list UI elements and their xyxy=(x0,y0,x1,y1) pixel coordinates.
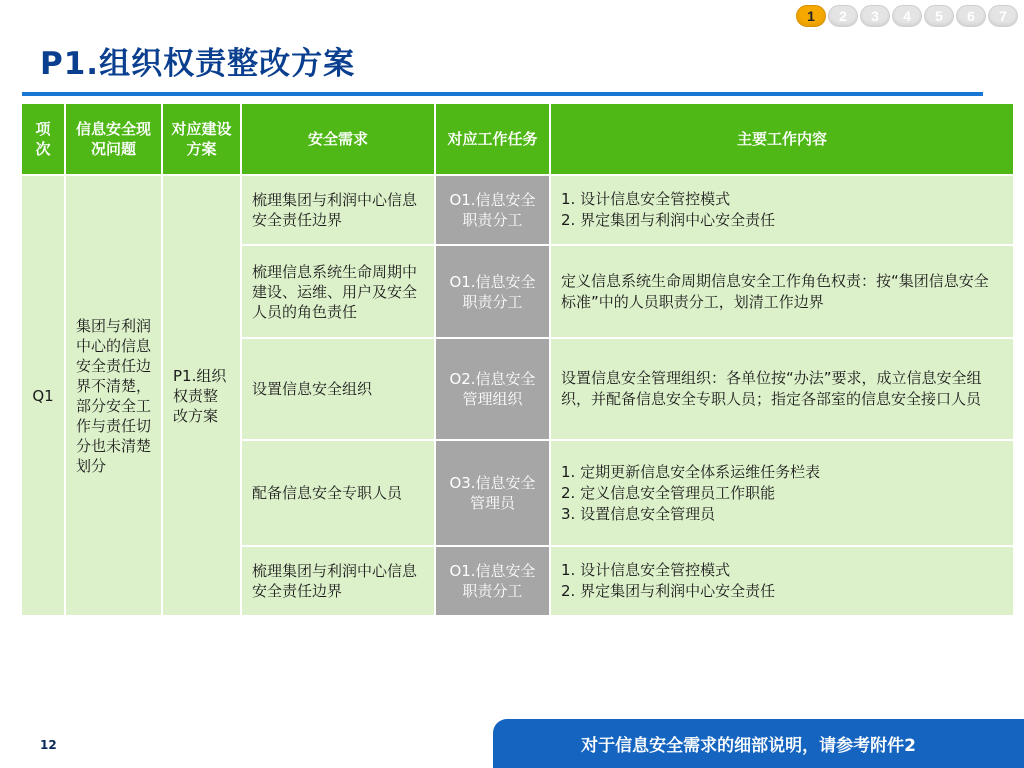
cell-content xyxy=(550,245,1014,338)
page-dot-1[interactable]: 1 xyxy=(796,5,826,27)
page-number: 12 xyxy=(40,738,57,752)
cell-requirement: 梳理集团与利润中心信息安全责任边界 xyxy=(241,546,435,616)
header-issue: 信息安全现况问题 xyxy=(65,103,162,175)
header-plan: 对应建设方案 xyxy=(162,103,241,175)
content-item: 定义信息系统生命周期信息安全工作角色权责：按“集团信息安全标准”中的人员职责分工，划清工作边界 xyxy=(561,271,989,311)
title-divider xyxy=(22,92,983,96)
cell-requirement: 配备信息安全专职人员 xyxy=(241,440,435,546)
cell-content xyxy=(550,546,1014,616)
page-dot-3[interactable]: 3 xyxy=(860,5,890,27)
cell-content xyxy=(550,175,1014,245)
table-header-row xyxy=(21,103,1014,175)
header-item: 项次 xyxy=(21,103,65,175)
content-item: 2. 界定集团与利润中心安全责任 xyxy=(561,582,776,600)
cell-content xyxy=(550,440,1014,546)
table-row xyxy=(21,175,1014,245)
cell-item: Q1 xyxy=(21,175,65,616)
cell-requirement: 设置信息安全组织 xyxy=(241,338,435,440)
cell-plan: P1.组织权责整改方案 xyxy=(162,175,241,616)
footnote-banner: 对于信息安全需求的细部说明，请参考附件2 xyxy=(493,719,1024,768)
cell-task: O3.信息安全管理员 xyxy=(435,440,550,546)
header-task: 对应工作任务 xyxy=(435,103,550,175)
content-item: 1. 定期更新信息安全体系运维任务栏表 xyxy=(561,462,821,481)
page-dot-6[interactable]: 6 xyxy=(956,5,986,27)
cell-content xyxy=(550,338,1014,440)
content-item: 2. 定义信息安全管理员工作职能 xyxy=(561,483,776,502)
page-navigator xyxy=(796,5,1018,27)
cell-requirement: 梳理信息系统生命周期中建设、运维、用户及安全人员的角色责任 xyxy=(241,245,435,338)
page-dot-7[interactable]: 7 xyxy=(988,5,1018,27)
remediation-table xyxy=(20,102,1015,617)
content-item: 2. 界定集团与利润中心安全责任 xyxy=(561,211,776,229)
cell-task: O1.信息安全职责分工 xyxy=(435,546,550,616)
page-dot-2[interactable]: 2 xyxy=(828,5,858,27)
page-dot-5[interactable]: 5 xyxy=(924,5,954,27)
cell-task: O1.信息安全职责分工 xyxy=(435,245,550,338)
page-dot-4[interactable]: 4 xyxy=(892,5,922,27)
cell-requirement: 梳理集团与利润中心信息安全责任边界 xyxy=(241,175,435,245)
header-requirement: 安全需求 xyxy=(241,103,435,175)
content-item: 3. 设置信息安全管理员 xyxy=(561,504,716,523)
content-item: 1. 设计信息安全管控模式 xyxy=(561,561,731,579)
page-title: P1.组织权责整改方案 xyxy=(40,46,356,82)
cell-task: O2.信息安全管理组织 xyxy=(435,338,550,440)
content-item: 设置信息安全管理组织：各单位按“办法”要求，成立信息安全组织，并配备信息安全专职人员；指定各部室的信息安全接口人员 xyxy=(561,369,982,408)
header-content: 主要工作内容 xyxy=(550,103,1014,175)
cell-issue: 集团与利润中心的信息安全责任边界不清楚，部分安全工作与责任切分也未清楚划分 xyxy=(65,175,162,616)
cell-task: O1.信息安全职责分工 xyxy=(435,175,550,245)
content-item: 1. 设计信息安全管控模式 xyxy=(561,190,731,208)
